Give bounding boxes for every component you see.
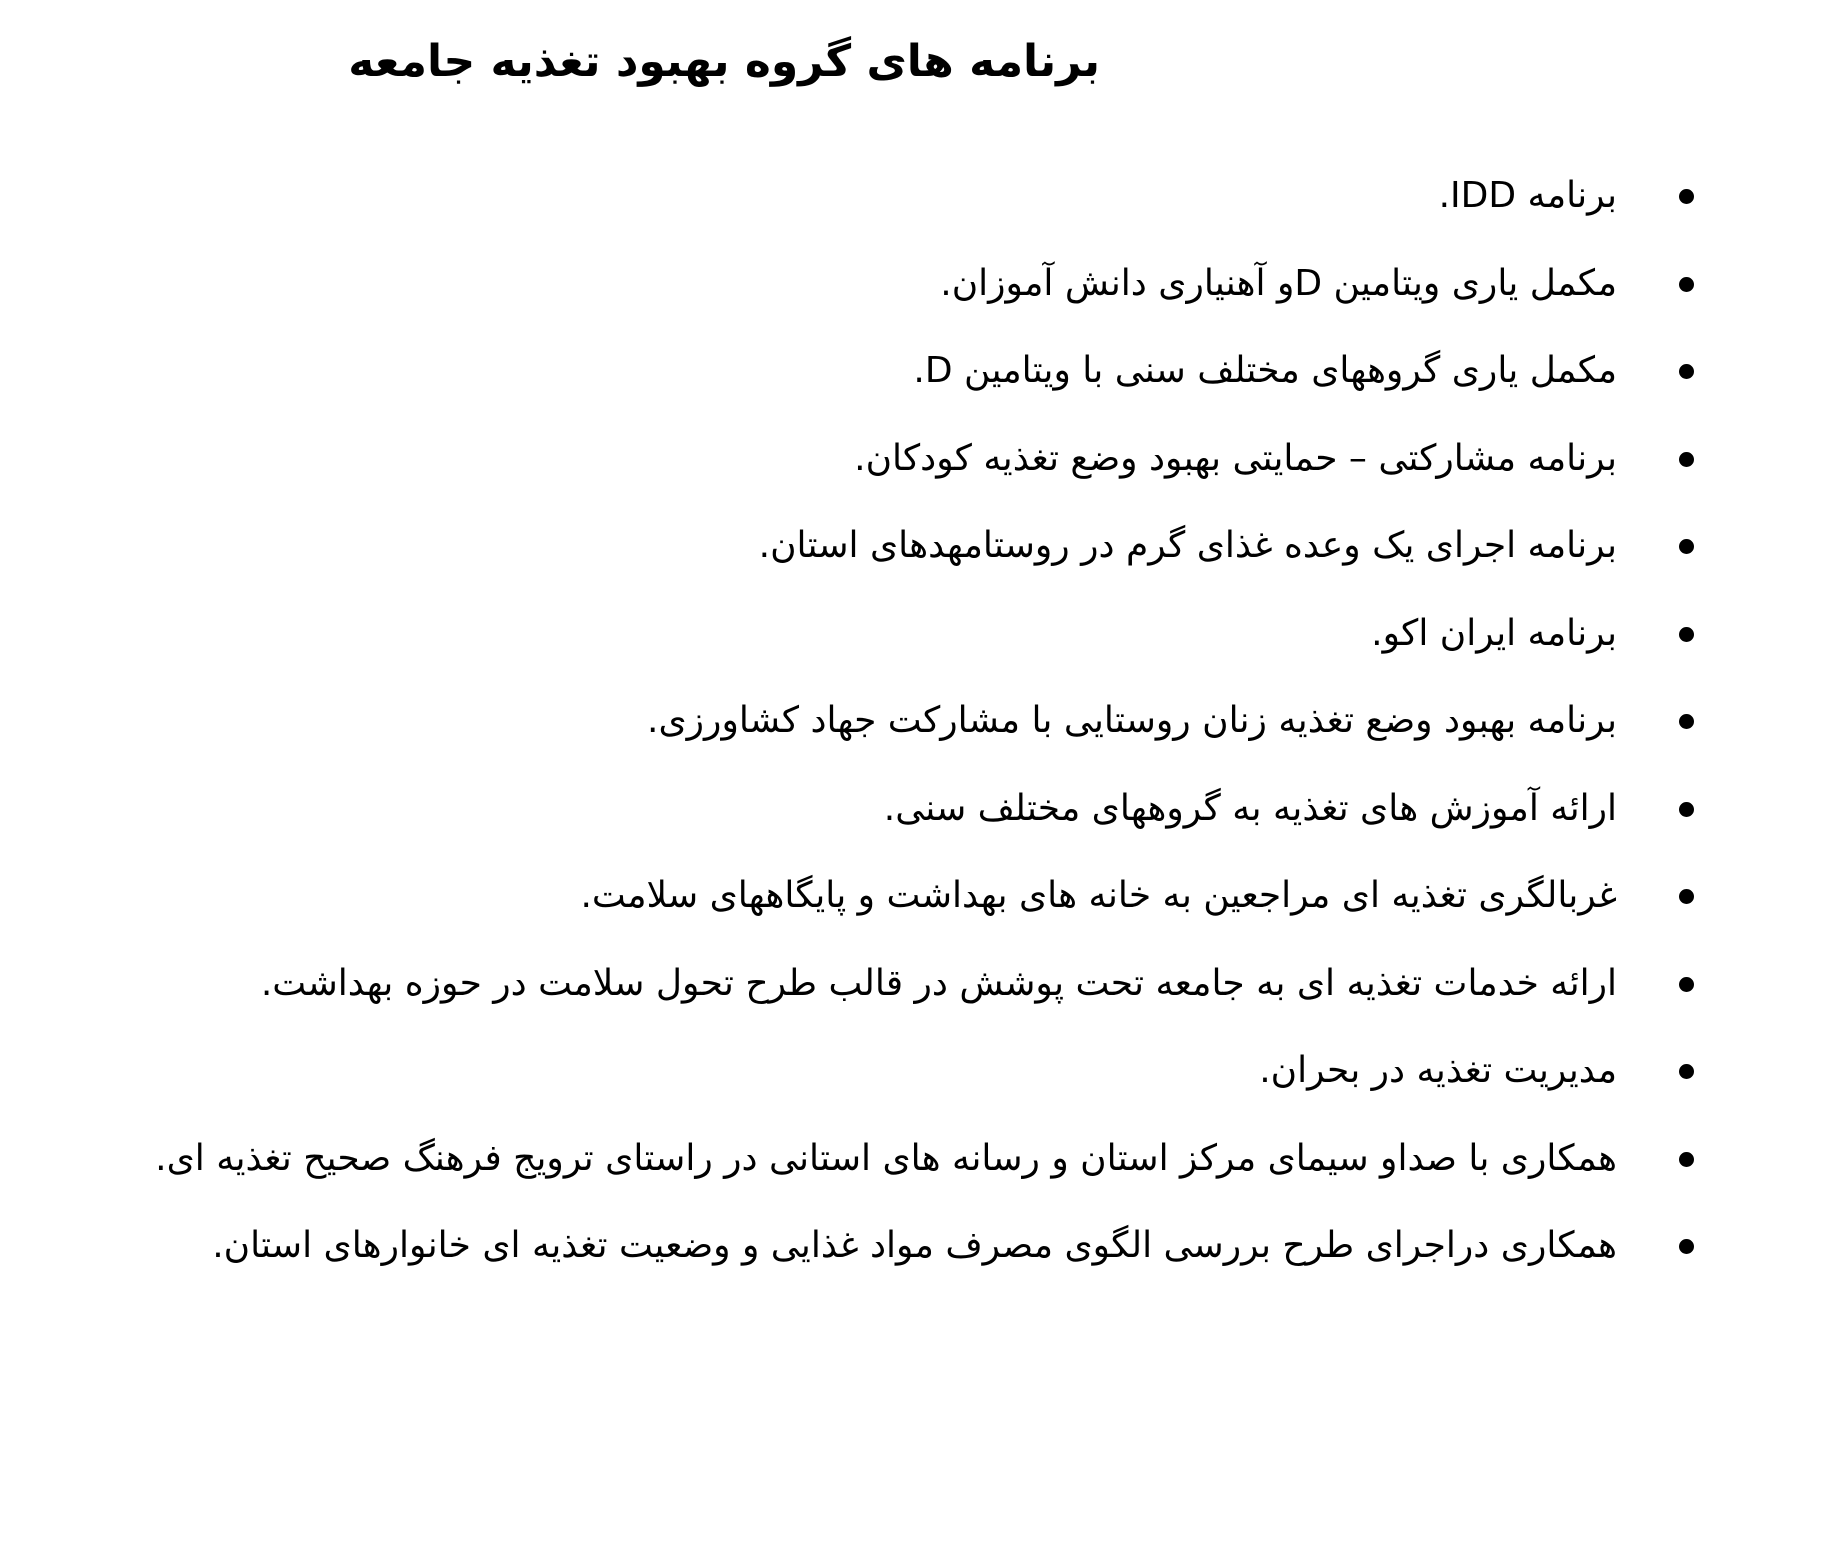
list-item — [0, 1123, 1829, 1211]
list-item — [0, 423, 1829, 511]
list-item-text: برنامه بهبود وضع تغذیه زنان روستایی با مشارکت جهاد کشاورزی. — [647, 700, 1617, 741]
list-item — [0, 248, 1829, 336]
bullet-icon — [1679, 1064, 1694, 1079]
list-item — [0, 1210, 1829, 1298]
bullet-icon — [1679, 452, 1694, 467]
list-item-text: همکاری دراجرای طرح بررسی الگوی مصرف مواد غذایی و وضعیت تغذیه ای خانوارهای استان. — [212, 1225, 1617, 1266]
list-item-text: غربالگری تغذیه ای مراجعین به خانه های بهداشت و پایگاههای سلامت. — [580, 875, 1617, 916]
bullet-icon — [1679, 889, 1694, 904]
list-item — [0, 598, 1829, 686]
list-item-text: برنامه مشارکتی – حمایتی بهبود وضع تغذیه کودکان. — [854, 437, 1617, 479]
list-item — [0, 1035, 1829, 1123]
list-item-text: برنامه IDD. — [1438, 175, 1617, 216]
list-item — [0, 773, 1829, 861]
list-item-text: برنامه اجرای یک وعده غذای گرم در روستامهدهای استان. — [758, 525, 1617, 566]
bullet-icon — [1679, 189, 1694, 204]
list-item-text: مکمل یاری گروههای مختلف سنی با ویتامین D. — [913, 350, 1617, 391]
list-item — [0, 335, 1829, 423]
list-item-text: ارائه خدمات تغذیه ای به جامعه تحت پوشش در قالب طرح تحول سلامت در حوزه بهداشت. — [260, 962, 1617, 1004]
page-title: برنامه های گروه بهبود تغذیه جامعه — [348, 36, 1100, 87]
list-item — [0, 685, 1829, 773]
bullet-icon — [1679, 1152, 1694, 1167]
list-item-text: همکاری با صداو سیمای مرکز استان و رسانه های استانی در راستای ترویج فرهنگ صحیح تغذیه ای. — [155, 1137, 1617, 1179]
bullet-icon — [1679, 364, 1694, 379]
list-item-text: ارائه آموزش های تغذیه به گروههای مختلف سنی. — [883, 787, 1617, 829]
list-item — [0, 948, 1829, 1036]
bullet-icon — [1679, 539, 1694, 554]
bullet-icon — [1679, 627, 1694, 642]
bullet-icon — [1679, 1239, 1694, 1254]
list-item-text: برنامه ایران اکو. — [1371, 612, 1617, 654]
list-item — [0, 160, 1829, 248]
bullet-icon — [1679, 802, 1694, 817]
list-item — [0, 510, 1829, 598]
bullet-icon — [1679, 714, 1694, 729]
bullet-icon — [1679, 277, 1694, 292]
list-item-text: مدیریت تغذیه در بحران. — [1259, 1050, 1617, 1091]
list-item — [0, 860, 1829, 948]
program-list — [0, 160, 1829, 1298]
list-item-text: مکمل یاری ویتامین Dو آهنیاری دانش آموزان. — [940, 262, 1617, 304]
bullet-icon — [1679, 977, 1694, 992]
